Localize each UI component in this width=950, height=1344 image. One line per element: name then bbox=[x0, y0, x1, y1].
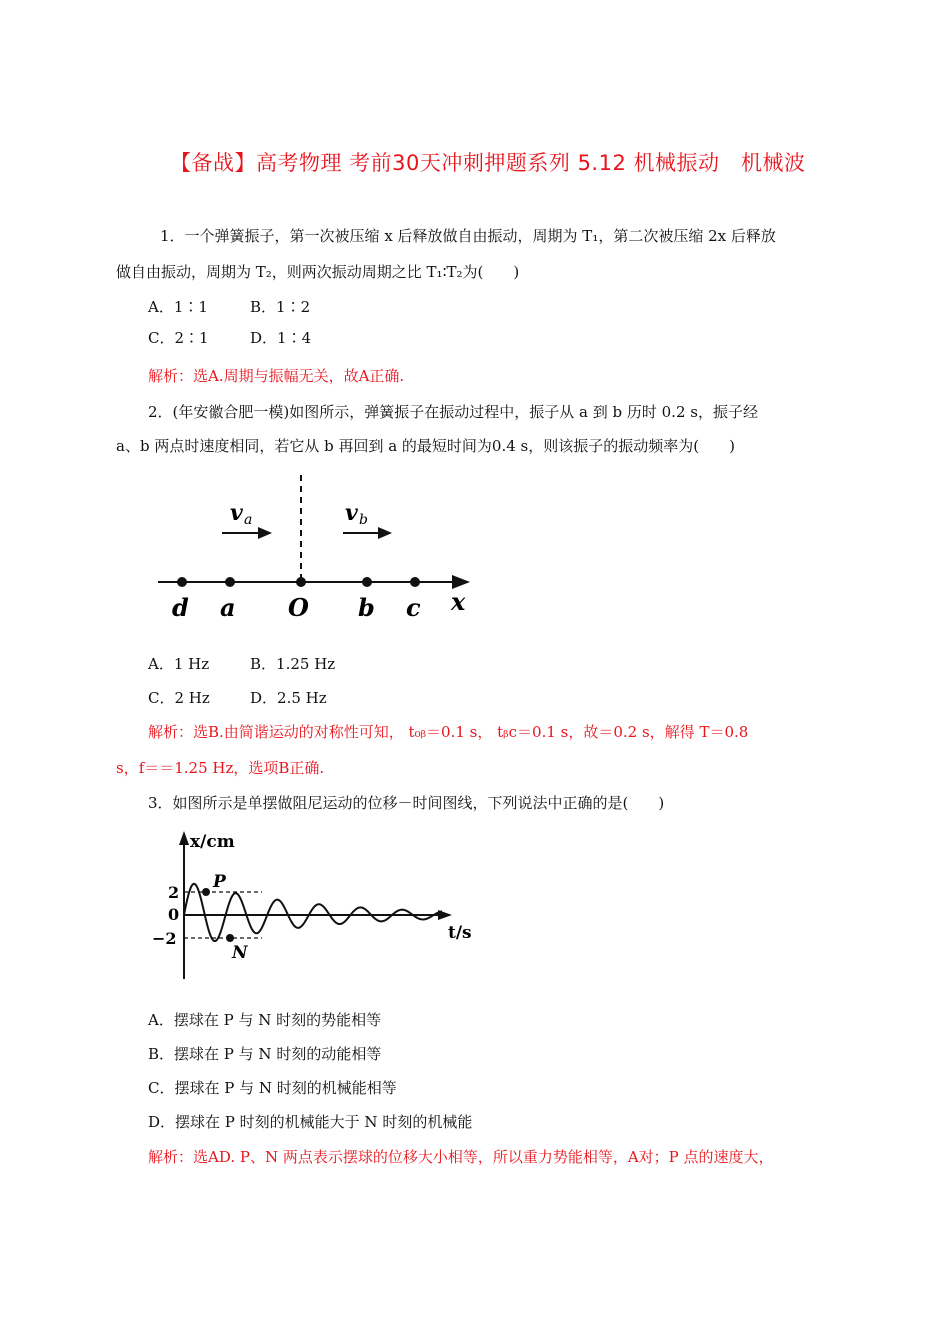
q1-option-c: C．2∶1 bbox=[148, 329, 209, 347]
q3-stem: 3．如图所示是单摆做阻尼运动的位移－时间图线，下列说法中正确的是( ) bbox=[148, 794, 665, 812]
point-o bbox=[296, 577, 306, 587]
q2-option-c: C．2 Hz bbox=[148, 689, 210, 707]
label-a: a bbox=[220, 593, 236, 622]
velocity-a-label: v bbox=[230, 500, 243, 526]
velocity-b-subscript: b bbox=[359, 512, 368, 528]
label-o: O bbox=[288, 593, 309, 622]
q1-option-a: A．1∶1 bbox=[148, 298, 208, 316]
point-p bbox=[202, 888, 210, 896]
label-d: d bbox=[172, 593, 189, 622]
velocity-a-arrow-head bbox=[258, 527, 272, 539]
velocity-b-label: v bbox=[345, 500, 358, 526]
label-c: c bbox=[406, 593, 421, 622]
q2-stem-line2: a、b 两点时速度相同，若它从 b 再回到 a 的最短时间为0.4 s，则该振子的振动频率为( ) bbox=[116, 437, 735, 455]
q3-option-c: C．摆球在 P 与 N 时刻的机械能相等 bbox=[148, 1079, 397, 1097]
q3-answer: 解析：选AD. P、N 两点表示摆球的位移大小相等，所以重力势能相等，A对；P 点的速度大， bbox=[148, 1148, 774, 1166]
page-title: 【备战】高考物理 考前30天冲刺押题系列 5.12 机械振动 机械波 bbox=[170, 151, 806, 175]
q2-option-a: A．1 Hz bbox=[148, 655, 210, 673]
y-axis-arrow-head bbox=[179, 831, 189, 845]
q1-option-d: D．1∶4 bbox=[250, 329, 312, 347]
q1-answer: 解析：选A.周期与振幅无关，故A正确. bbox=[148, 367, 405, 385]
q3-option-b: B．摆球在 P 与 N 时刻的动能相等 bbox=[148, 1045, 382, 1063]
point-a bbox=[225, 577, 235, 587]
q2-answer-line2: s，f＝＝1.25 Hz，选项B正确. bbox=[116, 759, 325, 777]
label-p: P bbox=[213, 872, 226, 892]
label-b: b bbox=[358, 593, 375, 622]
point-b bbox=[362, 577, 372, 587]
q2-stem-line1: 2．(年安徽合肥一模)如图所示，弹簧振子在振动过程中，振子从 a 到 b 历时 0.2 s，振子经 bbox=[148, 403, 758, 421]
point-c bbox=[410, 577, 420, 587]
q3-option-d: D．摆球在 P 时刻的机械能大于 N 时刻的机械能 bbox=[148, 1113, 473, 1131]
velocity-a-subscript: a bbox=[244, 512, 253, 528]
q1-stem-line1: 1．一个弹簧振子，第一次被压缩 x 后释放做自由振动，周期为 T₁，第二次被压缩 2x 后释放 bbox=[160, 227, 776, 245]
damped-oscillation-graph bbox=[140, 825, 480, 985]
q2-answer-line1: 解析：选B.由简谐运动的对称性可知， t₀ᵦ＝0.1 s， tᵦc＝0.1 s，故＝0.2 s，解得 T＝0.8 bbox=[148, 723, 749, 741]
q3-option-a: A．摆球在 P 与 N 时刻的势能相等 bbox=[148, 1011, 382, 1029]
q2-option-d: D．2.5 Hz bbox=[250, 689, 327, 707]
spring-oscillator-figure bbox=[150, 470, 480, 630]
tick-label-2: 2 bbox=[168, 883, 180, 902]
point-d bbox=[177, 577, 187, 587]
y-axis-label: x/cm bbox=[190, 832, 235, 852]
q1-stem-line2: 做自由振动，周期为 T₂，则两次振动周期之比 T₁∶T₂为( ) bbox=[116, 263, 520, 281]
q1-option-b: B．1∶2 bbox=[250, 298, 311, 316]
t-axis-label: t/s bbox=[448, 923, 472, 943]
point-n bbox=[226, 934, 234, 942]
tick-label-0: 0 bbox=[168, 905, 180, 924]
q2-option-b: B．1.25 Hz bbox=[250, 655, 336, 673]
tick-label-minus2: −2 bbox=[152, 929, 177, 948]
label-n: N bbox=[232, 943, 248, 963]
label-x-axis: x bbox=[451, 587, 466, 616]
velocity-b-arrow-head bbox=[378, 527, 392, 539]
